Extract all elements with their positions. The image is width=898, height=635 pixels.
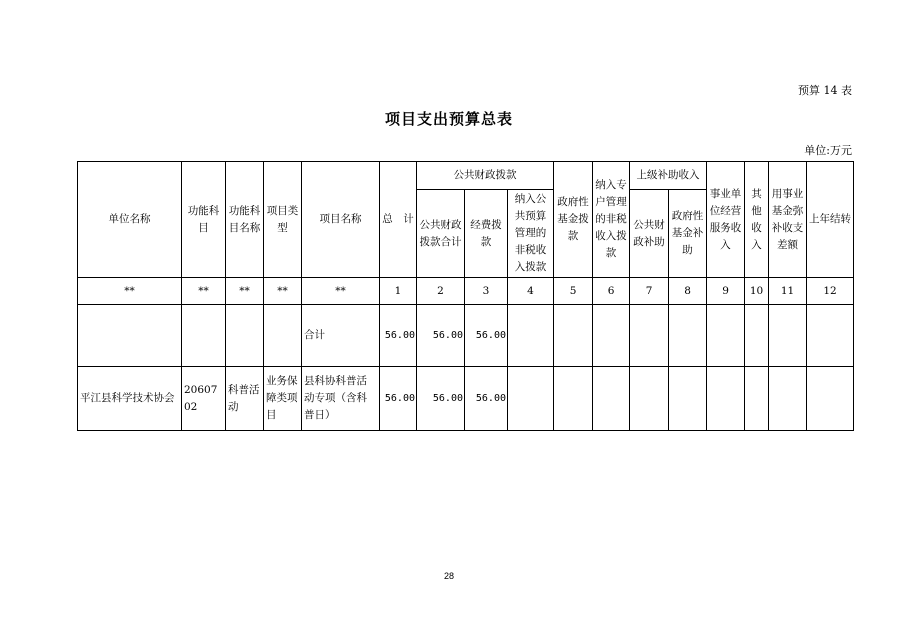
header-func-name: 功能科目名称: [226, 162, 264, 278]
index-cell: 4: [508, 278, 554, 305]
header-gov-fund-subsidy: 政府性基金补助: [669, 190, 707, 278]
table-cell: [707, 367, 745, 431]
row-total: 56.00: [380, 367, 417, 431]
row-project-type: 业务保障类项目: [264, 367, 302, 431]
header-nontax-budget: 纳入公共预算管理的非税收入拨款: [508, 190, 554, 278]
table-cell: [745, 305, 769, 367]
row-func-code: 2060702: [182, 367, 226, 431]
table-cell: [593, 305, 630, 367]
header-func-code: 功能科目: [182, 162, 226, 278]
table-cell: [508, 305, 554, 367]
index-row: [78, 278, 854, 305]
table-cell: [669, 305, 707, 367]
row-func-name: 科普活动: [226, 367, 264, 431]
total-public-total: 56.00: [417, 305, 465, 367]
table-cell: [630, 305, 669, 367]
header-public-subsidy: 公共财政补助: [630, 190, 669, 278]
header-special-nontax: 纳入专户管理的非税收入拨款: [593, 162, 630, 278]
table-cell: [554, 305, 593, 367]
table-number: 预算 14 表: [798, 84, 852, 97]
table-cell: [182, 305, 226, 367]
page-number: 28: [443, 571, 454, 581]
index-cell: 12: [807, 278, 854, 305]
header-public-total: 公共财政拨款合计: [417, 190, 465, 278]
index-cell: 1: [380, 278, 417, 305]
total-label: 合计: [302, 305, 380, 367]
row-funding: 56.00: [465, 367, 508, 431]
row-unit-name: 平江县科学技术协会: [78, 367, 182, 431]
table-cell: [769, 367, 807, 431]
header-public-fiscal: 公共财政拨款: [417, 162, 554, 190]
header-other-income: 其他收入: [745, 162, 769, 278]
budget-table: [77, 161, 854, 431]
header-service-income: 事业单位经营服务收入: [707, 162, 745, 278]
table-cell: [508, 367, 554, 431]
index-cell: **: [78, 278, 182, 305]
index-cell: 11: [769, 278, 807, 305]
header-project-name: 项目名称: [302, 162, 380, 278]
header-superior-subsidy: 上级补助收入: [630, 162, 707, 190]
table-cell: [707, 305, 745, 367]
header-gov-fund: 政府性基金拨款: [554, 162, 593, 278]
index-cell: 5: [554, 278, 593, 305]
page-title: 项目支出预算总表: [384, 110, 513, 128]
table-cell: [264, 305, 302, 367]
index-cell: 7: [630, 278, 669, 305]
header-funding: 经费拨款: [465, 190, 508, 278]
table-cell: [226, 305, 264, 367]
row-project-name: 县科协科普活动专项（含科普日）: [302, 367, 380, 431]
header-project-type: 项目类型: [264, 162, 302, 278]
total-funding: 56.00: [465, 305, 508, 367]
index-cell: **: [302, 278, 380, 305]
total-row: [78, 305, 854, 367]
table-cell: [769, 305, 807, 367]
row-public-total: 56.00: [417, 367, 465, 431]
index-cell: **: [182, 278, 226, 305]
header-unit-name: 单位名称: [78, 162, 182, 278]
header-carryover: 上年结转: [807, 162, 854, 278]
table-cell: [630, 367, 669, 431]
table-cell: [745, 367, 769, 431]
total-total: 56.00: [380, 305, 417, 367]
header-total: 总 计: [380, 162, 417, 278]
index-cell: 9: [707, 278, 745, 305]
index-cell: **: [264, 278, 302, 305]
table-cell: [669, 367, 707, 431]
index-cell: 10: [745, 278, 769, 305]
unit-label: 单位:万元: [804, 144, 852, 157]
table-cell: [807, 305, 854, 367]
header-fund-cover: 用事业基金弥补收支差额: [769, 162, 807, 278]
index-cell: 3: [465, 278, 508, 305]
table-cell: [807, 367, 854, 431]
table-cell: [78, 305, 182, 367]
table-row: [78, 367, 854, 431]
index-cell: **: [226, 278, 264, 305]
index-cell: 6: [593, 278, 630, 305]
table-cell: [593, 367, 630, 431]
table-cell: [554, 367, 593, 431]
index-cell: 2: [417, 278, 465, 305]
index-cell: 8: [669, 278, 707, 305]
